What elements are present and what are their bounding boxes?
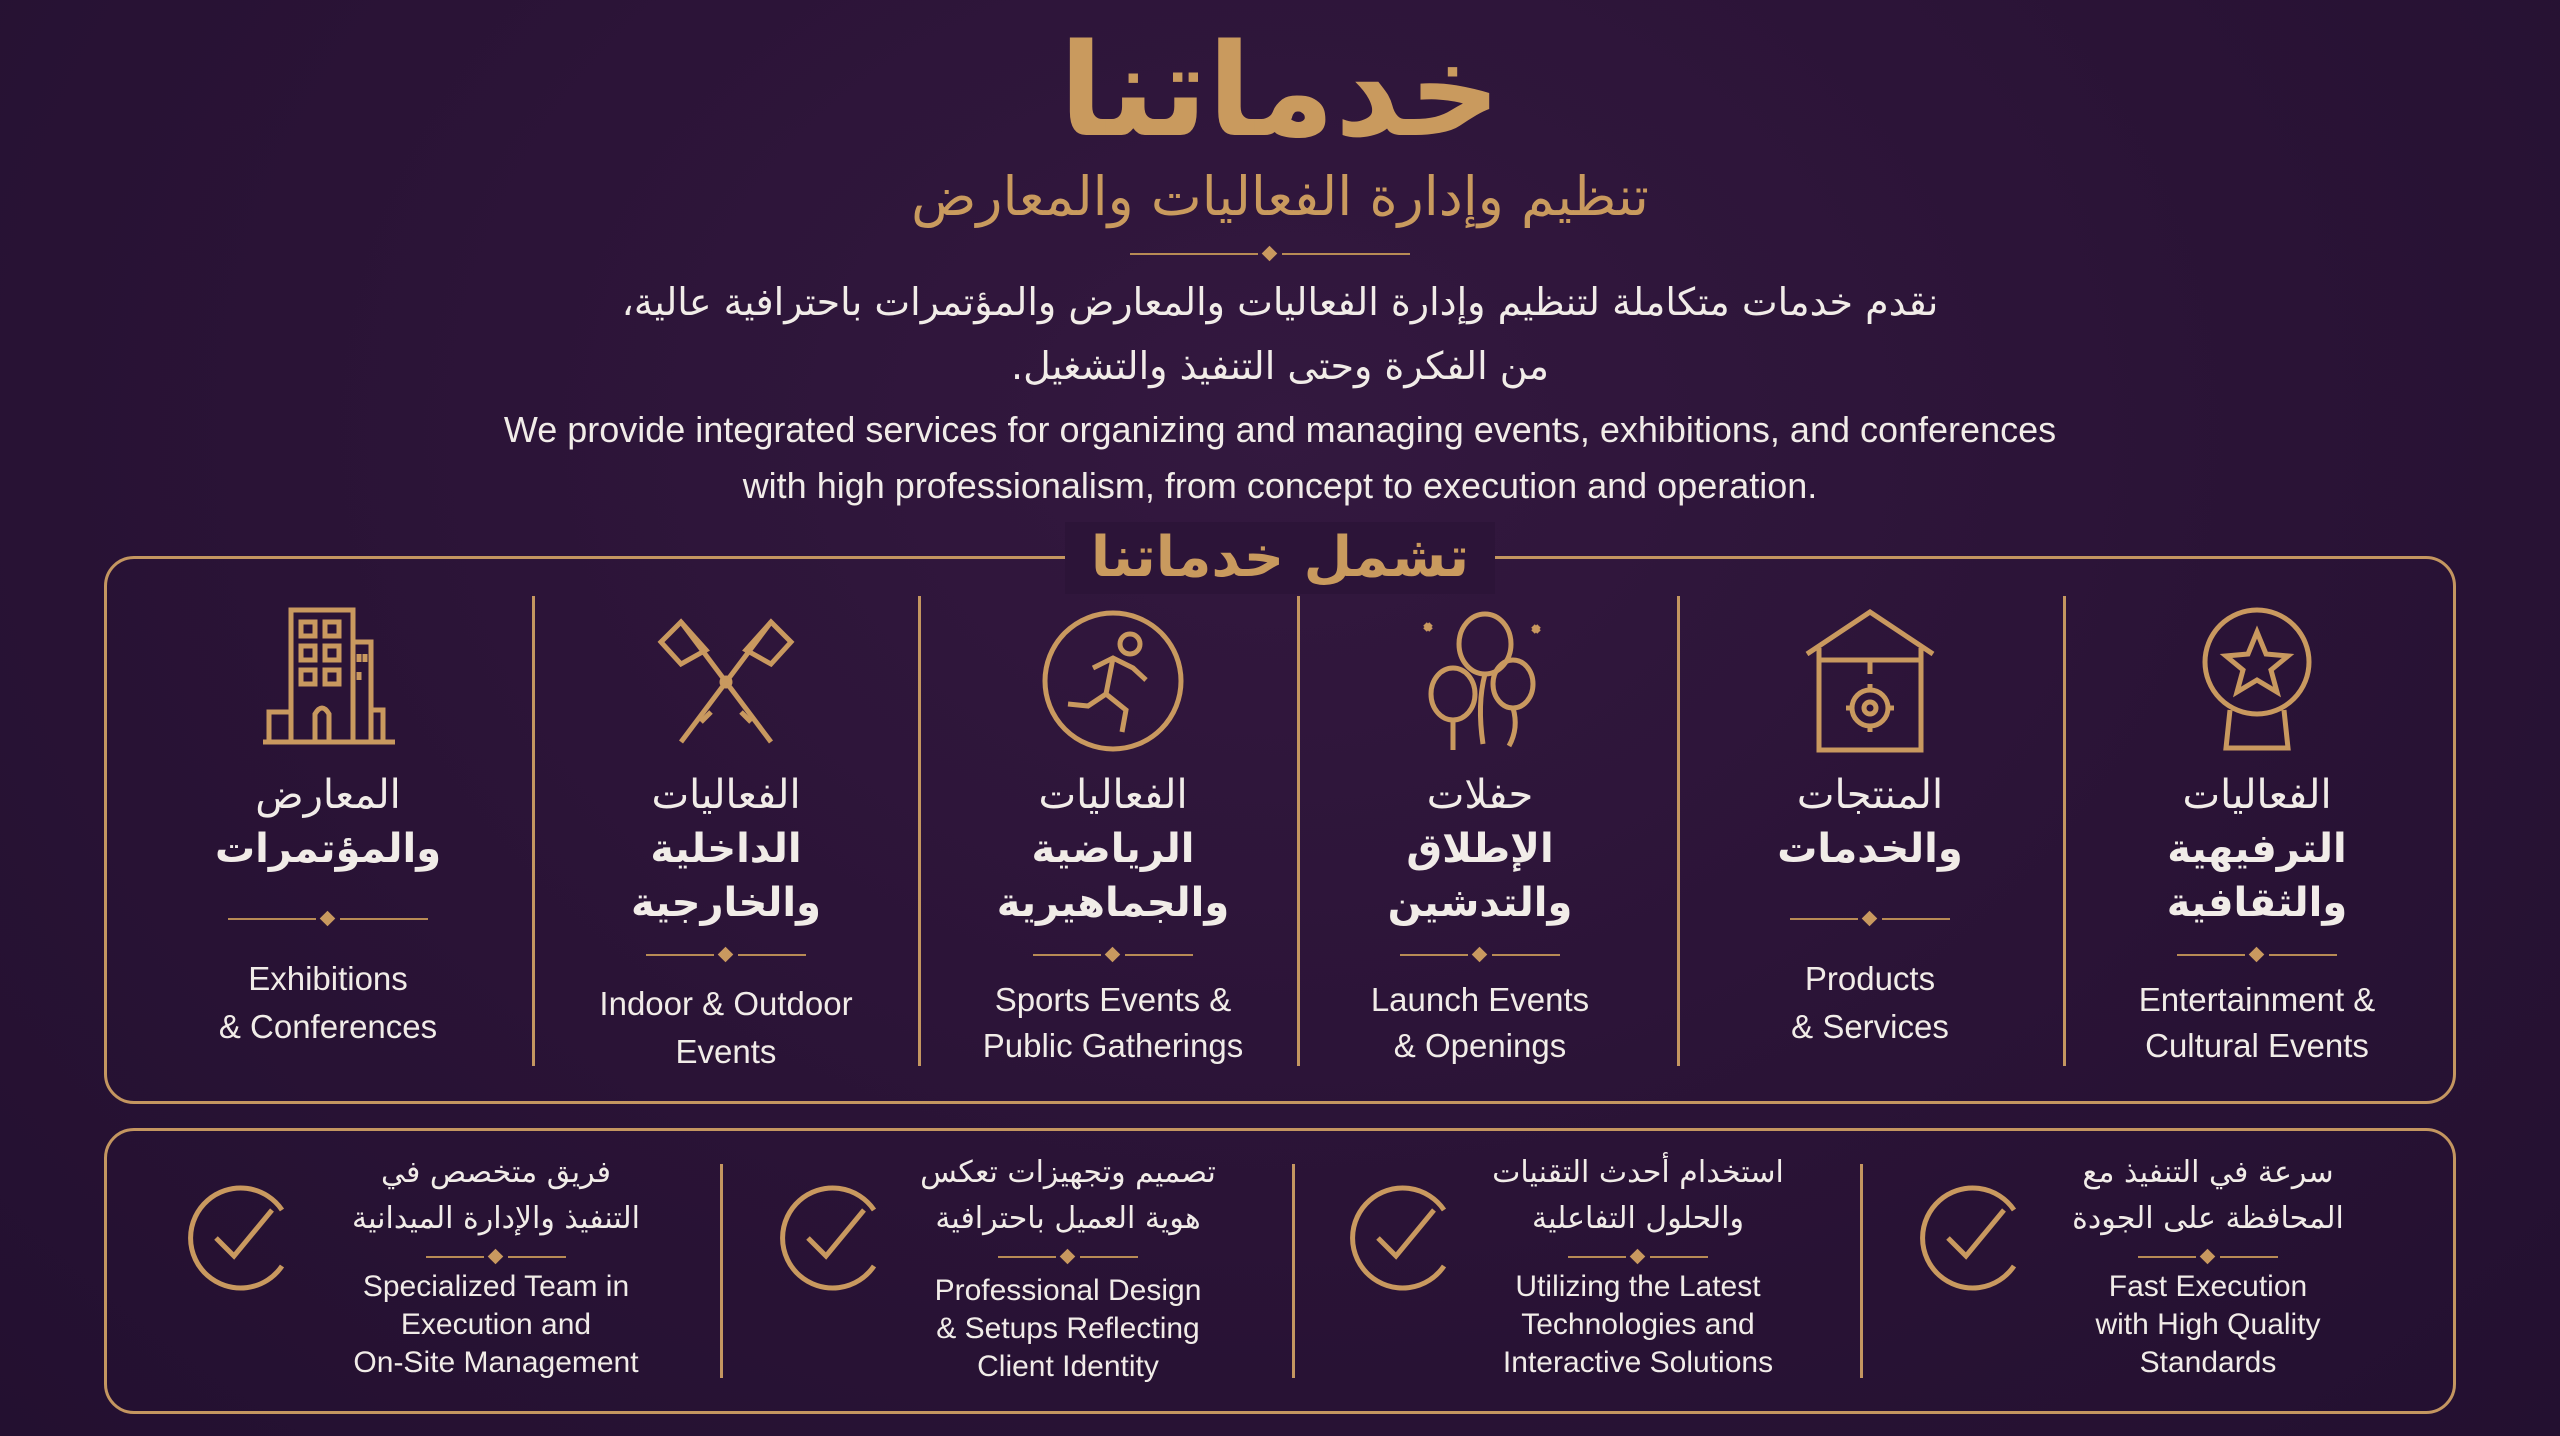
service-title-ar: والمؤتمرات [214,826,442,872]
feature-title-ar: هوية العميل باحترافية [935,1201,1201,1236]
check-circle-icon [186,1170,296,1300]
feature-specialized-team [186,1150,686,1390]
column-divider [918,596,921,1066]
service-title-en: & Services [1791,1008,1949,1045]
service-title-ar: والتدشين [1387,880,1573,926]
service-title-en: Indoor & Outdoor [599,985,853,1022]
service-title-ar: الفعاليات [2182,772,2332,818]
service-title-en: Events [675,1033,777,1070]
service-title-ar: والثقافية [2166,880,2348,926]
service-title-ar: الرياضية [1031,826,1195,872]
service-title-ar: الفعاليات [1038,772,1188,818]
service-divider [1033,948,1193,962]
feature-title-en: Technologies and [1521,1308,1755,1341]
feature-small-divider [2138,1250,2278,1264]
page-subtitle: تنظيم وإدارة الفعاليات والمعارض [911,165,1649,228]
balloons-icon [1405,604,1555,754]
feature-divider [720,1164,723,1378]
service-divider [1790,912,1950,926]
service-title-en: Cultural Events [2145,1027,2369,1064]
service-title-ar: الفعاليات [651,772,801,818]
star-globe-icon [2182,602,2332,752]
feature-fast-execution [1918,1150,2388,1390]
page-title: خدماتنا [1059,17,1501,166]
crossed-flags-icon [651,602,801,752]
service-title-en: Launch Events [1370,981,1590,1018]
intro-english-line-2: with high professionalism, from concept to execution and operation. [742,465,1818,506]
service-divider [1400,948,1560,962]
feature-title-en: with High Quality [2095,1308,2321,1341]
column-divider [532,596,535,1066]
service-title-ar: والخارجية [631,880,821,926]
product-house-icon [1795,604,1945,754]
feature-divider [1292,1164,1295,1378]
feature-title-en: On-Site Management [353,1346,639,1379]
service-title-ar: الداخلية [650,826,802,872]
service-title-en: & Openings [1393,1027,1567,1064]
service-title-en: Products [1804,960,1936,997]
feature-divider [1860,1164,1863,1378]
feature-small-divider [1568,1250,1708,1264]
services-heading: تشمل خدماتنا [0,522,2560,594]
service-title-ar: المعارض [255,772,401,818]
feature-title-en: Professional Design [934,1274,1202,1307]
intro-english-line-1: We provide integrated services for organizing and managing events, exhibitions, and conferences [503,409,2057,450]
feature-latest-technologies [1348,1150,1818,1390]
service-title-ar: الإطلاق [1406,826,1554,872]
feature-title-en: Fast Execution [2108,1270,2308,1303]
feature-title-en: Client Identity [977,1350,1159,1383]
service-title-en: Entertainment & [2138,981,2376,1018]
feature-title-ar: التنفيذ والإدارة الميدانية [352,1201,640,1236]
feature-title-en: Interactive Solutions [1502,1346,1774,1379]
intro-arabic-line-2: من الفكرة وحتى التنفيذ والتشغيل. [1010,344,1549,388]
feature-title-ar: والحلول التفاعلية [1532,1201,1744,1236]
feature-title-ar: استخدام أحدث التقنيات [1492,1155,1784,1190]
building-icon [253,602,403,752]
service-divider [2177,948,2337,962]
service-title-en: Public Gatherings [982,1027,1244,1064]
feature-title-en: Standards [2139,1346,2277,1379]
service-divider [228,912,428,926]
service-title-en: Exhibitions [248,960,408,997]
column-divider [1677,596,1680,1066]
feature-title-ar: سرعة في التنفيذ مع [2082,1155,2334,1190]
feature-title-ar: تصميم وتجهيزات تعكس [920,1155,1216,1190]
runner-icon [1038,606,1188,756]
intro-arabic-line-1: نقدم خدمات متكاملة لتنظيم وإدارة الفعاليات والمعارض والمؤتمرات باحترافية عالية، [621,280,1939,324]
feature-title-en: Execution and [400,1308,592,1341]
subtitle-divider [1130,247,1410,261]
feature-professional-design [778,1150,1248,1390]
feature-small-divider [998,1250,1138,1264]
column-divider [2063,596,2066,1066]
service-title-ar: حفلات [1426,772,1534,818]
feature-title-ar: فريق متخصص في [381,1155,611,1190]
feature-small-divider [426,1250,566,1264]
feature-title-ar: المحافظة على الجودة [2072,1201,2344,1236]
feature-title-en: Utilizing the Latest [1515,1270,1761,1303]
service-title-en: & Conferences [218,1008,438,1045]
service-title-ar: الترفيهية [2167,826,2347,872]
service-title-ar: والجماهيرية [996,880,1230,926]
service-divider [646,948,806,962]
service-title-ar: والخدمات [1777,826,1963,872]
feature-title-en: & Setups Reflecting [936,1312,1200,1345]
service-title-en: Sports Events & [994,981,1232,1018]
feature-title-en: Specialized Team in [362,1270,630,1303]
service-title-ar: المنتجات [1796,772,1944,818]
